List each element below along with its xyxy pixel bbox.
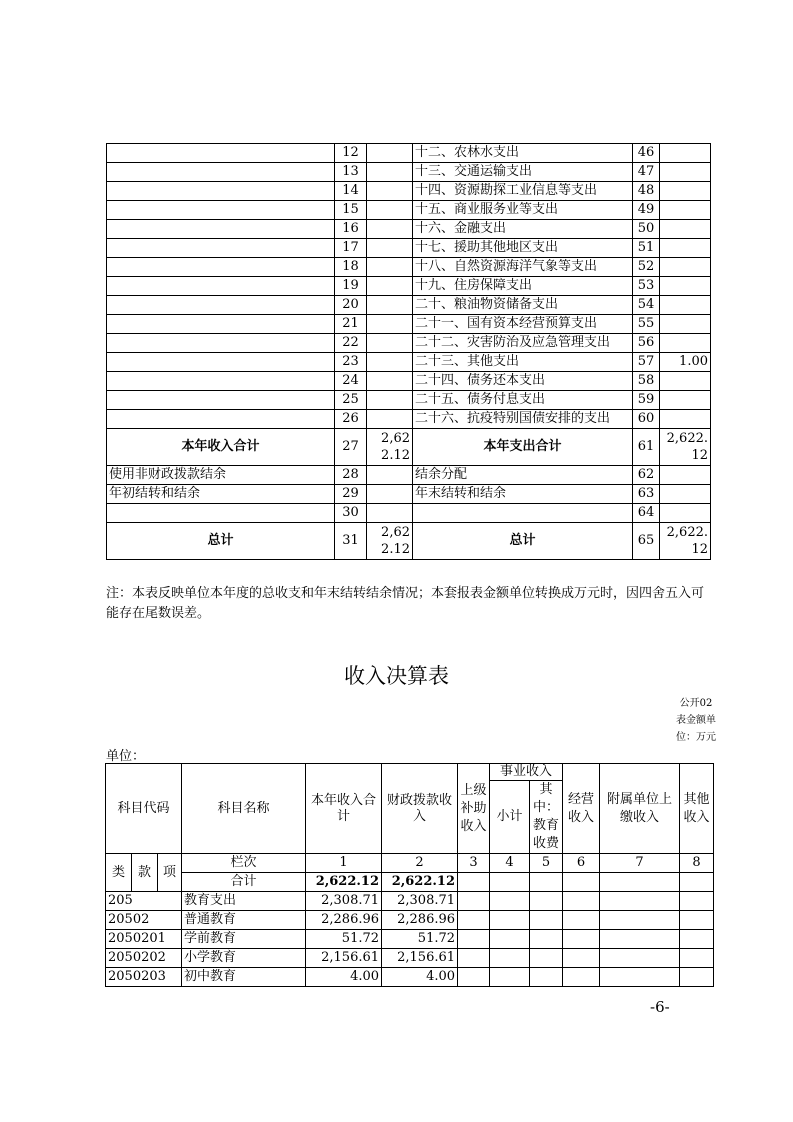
income-expenditure-summary-table (106, 143, 711, 560)
empty-cell (490, 892, 530, 911)
income-item-label (107, 315, 335, 334)
income-item-label (107, 296, 335, 315)
row-number: 17 (335, 239, 367, 258)
income-item-label (107, 353, 335, 372)
table-row (107, 182, 711, 201)
expenditure-item-value: 1.00 (660, 353, 711, 372)
column-number-label: 栏次 (182, 854, 306, 873)
row-number: 26 (335, 410, 367, 429)
header-subject-code: 科目代码 (106, 764, 182, 854)
income-item-label (107, 334, 335, 353)
page-number: -6- (650, 998, 670, 1016)
form-number-note: 公开02表金额单位：万元 (676, 698, 716, 743)
empty-cell (458, 930, 490, 949)
table-row (106, 968, 714, 987)
expenditure-item-value (660, 239, 711, 258)
column-number: 3 (458, 854, 490, 873)
expenditure-item-value (660, 258, 711, 277)
empty-cell (563, 949, 600, 968)
income-item-value (367, 504, 413, 523)
income-item-label (107, 182, 335, 201)
expenditure-item-label: 二十五、债务付息支出 (413, 391, 633, 410)
empty-cell (563, 892, 600, 911)
table-row (107, 391, 711, 410)
expenditure-item-label (413, 504, 633, 523)
empty-cell (458, 968, 490, 987)
row-number: 60 (633, 410, 660, 429)
subject-code: 20502 (106, 911, 182, 930)
income-item-label (107, 372, 335, 391)
income-item-value (367, 466, 413, 485)
empty-cell (680, 968, 714, 987)
income-item-value (367, 334, 413, 353)
annual-income-total-value: 2,156.61 (306, 949, 382, 968)
table-row (107, 353, 711, 372)
empty-cell (563, 968, 600, 987)
subject-name: 普通教育 (182, 911, 306, 930)
expenditure-item-label: 本年支出合计 (413, 429, 633, 466)
table-row (107, 372, 711, 391)
empty-cell (490, 930, 530, 949)
table-row (107, 258, 711, 277)
expenditure-item-value (660, 391, 711, 410)
annual-income-total-value: 2,308.71 (306, 892, 382, 911)
income-item-value (367, 485, 413, 504)
empty-cell (530, 873, 563, 892)
income-item-value: 2,622.12 (367, 523, 413, 560)
expenditure-item-label: 十七、援助其他地区支出 (413, 239, 633, 258)
row-number: 49 (633, 201, 660, 220)
empty-cell (600, 911, 680, 930)
table-row (107, 144, 711, 163)
header-other-income: 其他收入 (680, 764, 714, 854)
summary-table-body (107, 144, 711, 560)
sum-total-value: 2,622.12 (306, 873, 382, 892)
row-number: 62 (633, 466, 660, 485)
expenditure-item-label: 十八、自然资源海洋气象等支出 (413, 258, 633, 277)
income-item-label (107, 391, 335, 410)
empty-cell (600, 949, 680, 968)
empty-cell (680, 873, 714, 892)
empty-cell (458, 949, 490, 968)
empty-cell (680, 911, 714, 930)
row-number: 56 (633, 334, 660, 353)
header-superior-subsidy: 上级补助收入 (458, 764, 490, 854)
empty-cell (530, 968, 563, 987)
row-number: 21 (335, 315, 367, 334)
table-row (107, 466, 711, 485)
income-item-value (367, 144, 413, 163)
row-number: 54 (633, 296, 660, 315)
unit-label: 单位： (106, 749, 146, 764)
fiscal-appropriation-value: 2,308.71 (382, 892, 458, 911)
income-item-label (107, 239, 335, 258)
income-item-value (367, 315, 413, 334)
expenditure-item-value (660, 144, 711, 163)
table-row (106, 911, 714, 930)
annual-income-total-value: 4.00 (306, 968, 382, 987)
expenditure-item-label: 十二、农林水支出 (413, 144, 633, 163)
income-item-value (367, 372, 413, 391)
income-item-label: 年初结转和结余 (107, 485, 335, 504)
empty-cell (600, 892, 680, 911)
income-item-label (107, 504, 335, 523)
empty-cell (530, 930, 563, 949)
empty-cell (458, 911, 490, 930)
empty-cell (490, 949, 530, 968)
row-number: 47 (633, 163, 660, 182)
income-item-label (107, 201, 335, 220)
table-row (106, 892, 714, 911)
row-number: 19 (335, 277, 367, 296)
fiscal-appropriation-value: 2,286.96 (382, 911, 458, 930)
subject-name: 初中教育 (182, 968, 306, 987)
expenditure-item-label: 十三、交通运输支出 (413, 163, 633, 182)
grand-total-row (107, 523, 711, 560)
empty-cell (530, 911, 563, 930)
subject-code: 2050201 (106, 930, 182, 949)
fiscal-appropriation-value: 2,156.61 (382, 949, 458, 968)
income-final-account-table (105, 763, 714, 987)
row-number: 29 (335, 485, 367, 504)
expenditure-item-label: 十四、资源勘探工业信息等支出 (413, 182, 633, 201)
row-number: 14 (335, 182, 367, 201)
income-item-value (367, 391, 413, 410)
income-item-value (367, 201, 413, 220)
row-number: 64 (633, 504, 660, 523)
table-row (107, 201, 711, 220)
subject-code: 2050202 (106, 949, 182, 968)
header-operating-income: 经营收入 (563, 764, 600, 854)
row-number: 24 (335, 372, 367, 391)
expenditure-item-label: 总计 (413, 523, 633, 560)
expenditure-item-value (660, 220, 711, 239)
row-number: 16 (335, 220, 367, 239)
expenditure-item-value (660, 296, 711, 315)
row-number: 25 (335, 391, 367, 410)
expenditure-item-label: 年末结转和结余 (413, 485, 633, 504)
row-number: 53 (633, 277, 660, 296)
income-item-value (367, 410, 413, 429)
subject-name: 教育支出 (182, 892, 306, 911)
expenditure-item-value (660, 163, 711, 182)
income-item-value (367, 182, 413, 201)
expenditure-item-value: 2,622.12 (660, 523, 711, 560)
expenditure-item-value (660, 504, 711, 523)
row-number: 52 (633, 258, 660, 277)
annual-total-row (107, 429, 711, 466)
income-item-label: 总计 (107, 523, 335, 560)
table-row (107, 334, 711, 353)
expenditure-item-value (660, 182, 711, 201)
income-item-value (367, 353, 413, 372)
empty-cell (680, 949, 714, 968)
row-number: 58 (633, 372, 660, 391)
row-number: 65 (633, 523, 660, 560)
column-number: 2 (382, 854, 458, 873)
header-subtotal: 小计 (490, 781, 530, 854)
income-item-label (107, 220, 335, 239)
empty-cell (458, 873, 490, 892)
row-number: 13 (335, 163, 367, 182)
income-item-label: 本年收入合计 (107, 429, 335, 466)
row-number: 46 (633, 144, 660, 163)
table-row (107, 239, 711, 258)
income-item-label (107, 277, 335, 296)
expenditure-item-label: 结余分配 (413, 466, 633, 485)
income-item-label (107, 144, 335, 163)
income-item-value (367, 277, 413, 296)
sum-row-label: 合计 (182, 873, 306, 892)
sum-fiscal-value: 2,622.12 (382, 873, 458, 892)
subject-code: 2050203 (106, 968, 182, 987)
expenditure-item-value (660, 485, 711, 504)
row-number: 61 (633, 429, 660, 466)
expenditure-item-value: 2,622.12 (660, 429, 711, 466)
header-lei: 类 (106, 854, 132, 892)
subject-code: 205 (106, 892, 182, 911)
row-number: 50 (633, 220, 660, 239)
fiscal-appropriation-value: 4.00 (382, 968, 458, 987)
income-table-body (106, 892, 714, 987)
expenditure-item-value (660, 334, 711, 353)
income-item-value (367, 258, 413, 277)
table-row (107, 315, 711, 334)
expenditure-item-label: 二十三、其他支出 (413, 353, 633, 372)
header-subject-name: 科目名称 (182, 764, 306, 854)
row-number: 27 (335, 429, 367, 466)
empty-cell (458, 892, 490, 911)
empty-cell (490, 911, 530, 930)
table-row (107, 296, 711, 315)
annual-income-total-value: 2,286.96 (306, 911, 382, 930)
header-business-income: 事业收入 (490, 764, 563, 781)
empty-cell (490, 873, 530, 892)
income-item-value: 2,622.12 (367, 429, 413, 466)
row-number: 31 (335, 523, 367, 560)
expenditure-item-value (660, 410, 711, 429)
row-number: 23 (335, 353, 367, 372)
row-number: 51 (633, 239, 660, 258)
empty-cell (530, 892, 563, 911)
header-affiliated-income: 附属单位上缴收入 (600, 764, 680, 854)
empty-cell (563, 911, 600, 930)
table-footnote: 注：本表反映单位本年度的总收支和年末结转结余情况；本套报表金额单位转换成万元时，因四舍五入可能存在尾数误差。 (106, 586, 705, 621)
empty-cell (563, 873, 600, 892)
income-item-value (367, 220, 413, 239)
row-number: 28 (335, 466, 367, 485)
expenditure-item-value (660, 201, 711, 220)
table-row (106, 949, 714, 968)
header-fiscal-appropriation: 财政拨款收入 (382, 764, 458, 854)
subject-name: 学前教育 (182, 930, 306, 949)
expenditure-item-value (660, 372, 711, 391)
row-number: 59 (633, 391, 660, 410)
expenditure-item-label: 二十四、债务还本支出 (413, 372, 633, 391)
column-number: 5 (530, 854, 563, 873)
expenditure-item-label: 二十一、国有资本经营预算支出 (413, 315, 633, 334)
header-xiang: 项 (158, 854, 182, 892)
expenditure-item-value (660, 466, 711, 485)
row-number: 57 (633, 353, 660, 372)
table-row (107, 485, 711, 504)
column-number: 4 (490, 854, 530, 873)
header-annual-income-total: 本年收入合计 (306, 764, 382, 854)
empty-cell (490, 968, 530, 987)
income-item-value (367, 239, 413, 258)
income-item-label (107, 163, 335, 182)
row-number: 22 (335, 334, 367, 353)
expenditure-item-label: 二十六、抗疫特别国债安排的支出 (413, 410, 633, 429)
table-row (107, 410, 711, 429)
expenditure-item-label: 十五、商业服务业等支出 (413, 201, 633, 220)
subject-name: 小学教育 (182, 949, 306, 968)
income-item-label: 使用非财政拨款结余 (107, 466, 335, 485)
expenditure-item-value (660, 315, 711, 334)
expenditure-item-label: 十九、住房保障支出 (413, 277, 633, 296)
income-item-label (107, 410, 335, 429)
table-row (106, 930, 714, 949)
row-number: 15 (335, 201, 367, 220)
column-number: 7 (600, 854, 680, 873)
row-number: 12 (335, 144, 367, 163)
column-number: 8 (680, 854, 714, 873)
income-item-value (367, 296, 413, 315)
table-row (107, 163, 711, 182)
table-row (107, 504, 711, 523)
row-number: 63 (633, 485, 660, 504)
row-number: 18 (335, 258, 367, 277)
page-title: 收入决算表 (344, 664, 449, 688)
expenditure-item-value (660, 277, 711, 296)
row-number: 55 (633, 315, 660, 334)
column-number: 1 (306, 854, 382, 873)
expenditure-item-label: 二十二、灾害防治及应急管理支出 (413, 334, 633, 353)
expenditure-item-label: 十六、金融支出 (413, 220, 633, 239)
empty-cell (600, 968, 680, 987)
empty-cell (680, 930, 714, 949)
table-row (107, 277, 711, 296)
empty-cell (563, 930, 600, 949)
annual-income-total-value: 51.72 (306, 930, 382, 949)
row-number: 30 (335, 504, 367, 523)
table-row (107, 220, 711, 239)
empty-cell (680, 892, 714, 911)
expenditure-item-label: 二十、粮油物资储备支出 (413, 296, 633, 315)
empty-cell (600, 873, 680, 892)
empty-cell (600, 930, 680, 949)
income-item-label (107, 258, 335, 277)
row-number: 20 (335, 296, 367, 315)
fiscal-appropriation-value: 51.72 (382, 930, 458, 949)
income-item-value (367, 163, 413, 182)
row-number: 48 (633, 182, 660, 201)
column-number: 6 (563, 854, 600, 873)
header-education-fee: 其中：教育收费 (530, 781, 563, 854)
header-kuan: 款 (132, 854, 158, 892)
empty-cell (530, 949, 563, 968)
